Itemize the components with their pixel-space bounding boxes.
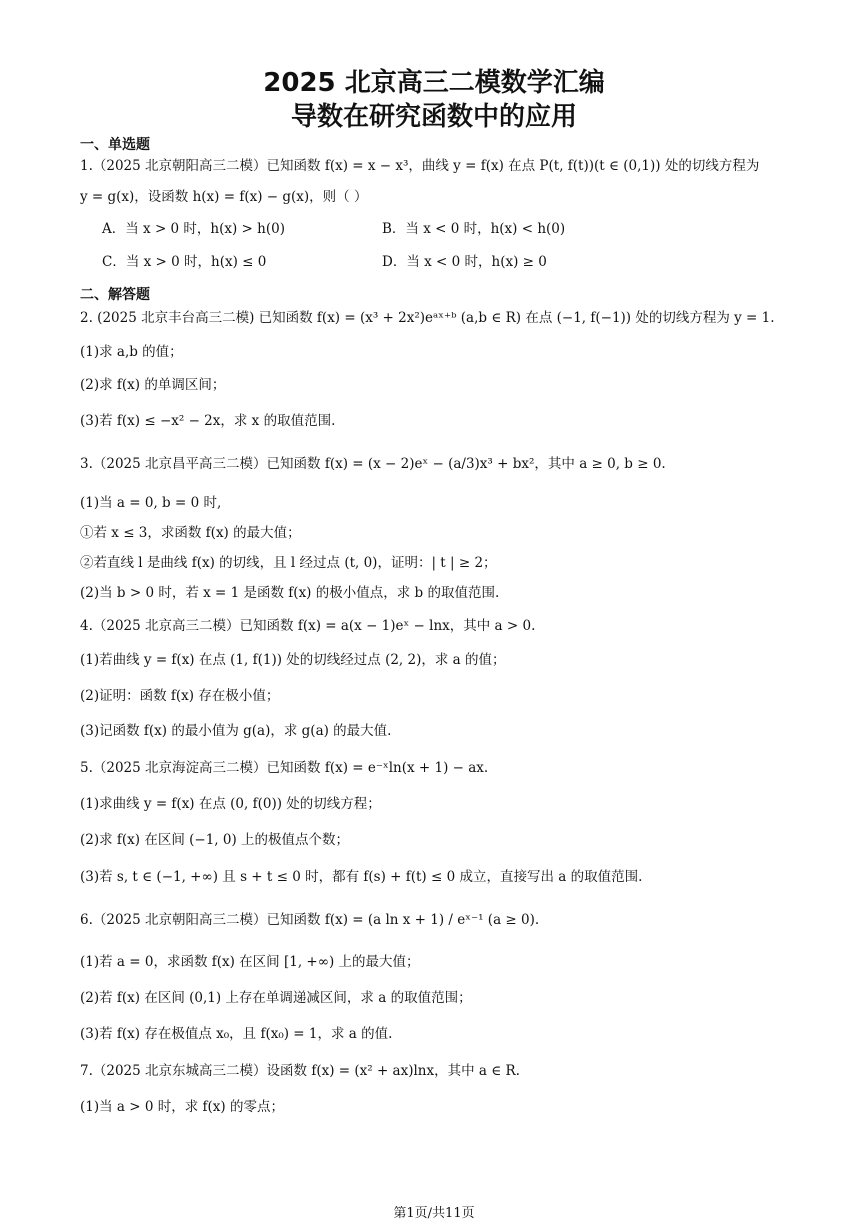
- q3-part1: (1)当 a = 0, b = 0 时,: [80, 495, 222, 511]
- q4-stem: 4.（2025 北京高三二模）已知函数 f(x) = a(x − 1)eˣ − lnx，其中 a > 0.: [80, 618, 536, 634]
- q1-option-c: C．当 x > 0 时，h(x) ≤ 0: [102, 254, 267, 270]
- q2-part1: (1)求 a,b 的值；: [80, 344, 183, 360]
- q3-part1b: ②若直线 l 是曲线 f(x) 的切线，且 l 经过点 (t, 0)，证明：| t | ≥ 2；: [80, 555, 497, 571]
- q6-stem: 6.（2025 北京朝阳高三二模）已知函数 f(x) = (a ln x + 1) / eˣ⁻¹ (a ≥ 0).: [80, 912, 540, 928]
- q5-stem: 5.（2025 北京海淀高三二模）已知函数 f(x) = e⁻ˣln(x + 1) − ax.: [80, 760, 489, 776]
- q7-stem: 7.（2025 北京东城高三二模）设函数 f(x) = (x² + ax)lnx，其中 a ∈ R.: [80, 1063, 520, 1079]
- q1-stem-line2: y = g(x)，设函数 h(x) = f(x) − g(x)，则（ ）: [80, 189, 368, 205]
- q1-option-a: A．当 x > 0 时，h(x) > h(0): [102, 221, 285, 237]
- section-heading-single-choice: 一、单选题: [80, 137, 150, 153]
- q1-option-d: D．当 x < 0 时，h(x) ≥ 0: [382, 254, 547, 270]
- q1-stem-line1: 1.（2025 北京朝阳高三二模）已知函数 f(x) = x − x³，曲线 y = f(x) 在点 P(t, f(t))(t ∈ (0,1)) 处的切线方程为: [80, 158, 760, 174]
- q2-stem: 2. (2025 北京丰台高三二模) 已知函数 f(x) = (x³ + 2x²)eᵃˣ⁺ᵇ (a,b ∈ R) 在点 (−1, f(−1)) 处的切线方程为 y = 1.: [80, 310, 775, 326]
- page-number: 第1页/共11页: [393, 1206, 475, 1221]
- q4-part2: (2)证明：函数 f(x) 存在极小值；: [80, 688, 280, 704]
- q5-part3: (3)若 s, t ∈ (−1, +∞) 且 s + t ≤ 0 时，都有 f(s) + f(t) ≤ 0 成立，直接写出 a 的取值范围.: [80, 869, 643, 885]
- q1-option-b: B．当 x < 0 时，h(x) < h(0): [382, 221, 566, 237]
- q6-part3: (3)若 f(x) 存在极值点 x₀，且 f(x₀) = 1，求 a 的值.: [80, 1026, 393, 1042]
- q4-part3: (3)记函数 f(x) 的最小值为 g(a)，求 g(a) 的最大值.: [80, 723, 392, 739]
- q3-part1a: ①若 x ≤ 3，求函数 f(x) 的最大值；: [80, 525, 301, 541]
- q2-part2: (2)求 f(x) 的单调区间；: [80, 377, 226, 393]
- q5-part1: (1)求曲线 y = f(x) 在点 (0, f(0)) 处的切线方程；: [80, 796, 381, 812]
- q5-part2: (2)求 f(x) 在区间 (−1, 0) 上的极值点个数；: [80, 832, 350, 848]
- q3-stem: 3.（2025 北京昌平高三二模）已知函数 f(x) = (x − 2)eˣ − (a/3)x³ + bx²，其中 a ≥ 0, b ≥ 0.: [80, 456, 666, 472]
- q7-part1: (1)当 a > 0 时，求 f(x) 的零点；: [80, 1099, 284, 1115]
- q6-part2: (2)若 f(x) 在区间 (0,1) 上存在单调递减区间，求 a 的取值范围；: [80, 990, 472, 1006]
- document-title: 2025 北京高三二模数学汇编: [263, 68, 605, 98]
- q4-part1: (1)若曲线 y = f(x) 在点 (1, f(1)) 处的切线经过点 (2, 2)，求 a 的值；: [80, 652, 506, 668]
- section-heading-solution: 二、解答题: [80, 287, 150, 303]
- q6-part1: (1)若 a = 0，求函数 f(x) 在区间 [1, +∞) 上的最大值；: [80, 954, 420, 970]
- q3-part2: (2)当 b > 0 时，若 x = 1 是函数 f(x) 的极小值点，求 b 的取值范围.: [80, 585, 500, 601]
- document-subtitle: 导数在研究函数中的应用: [290, 102, 577, 132]
- q2-part3: (3)若 f(x) ≤ −x² − 2x，求 x 的取值范围.: [80, 413, 336, 429]
